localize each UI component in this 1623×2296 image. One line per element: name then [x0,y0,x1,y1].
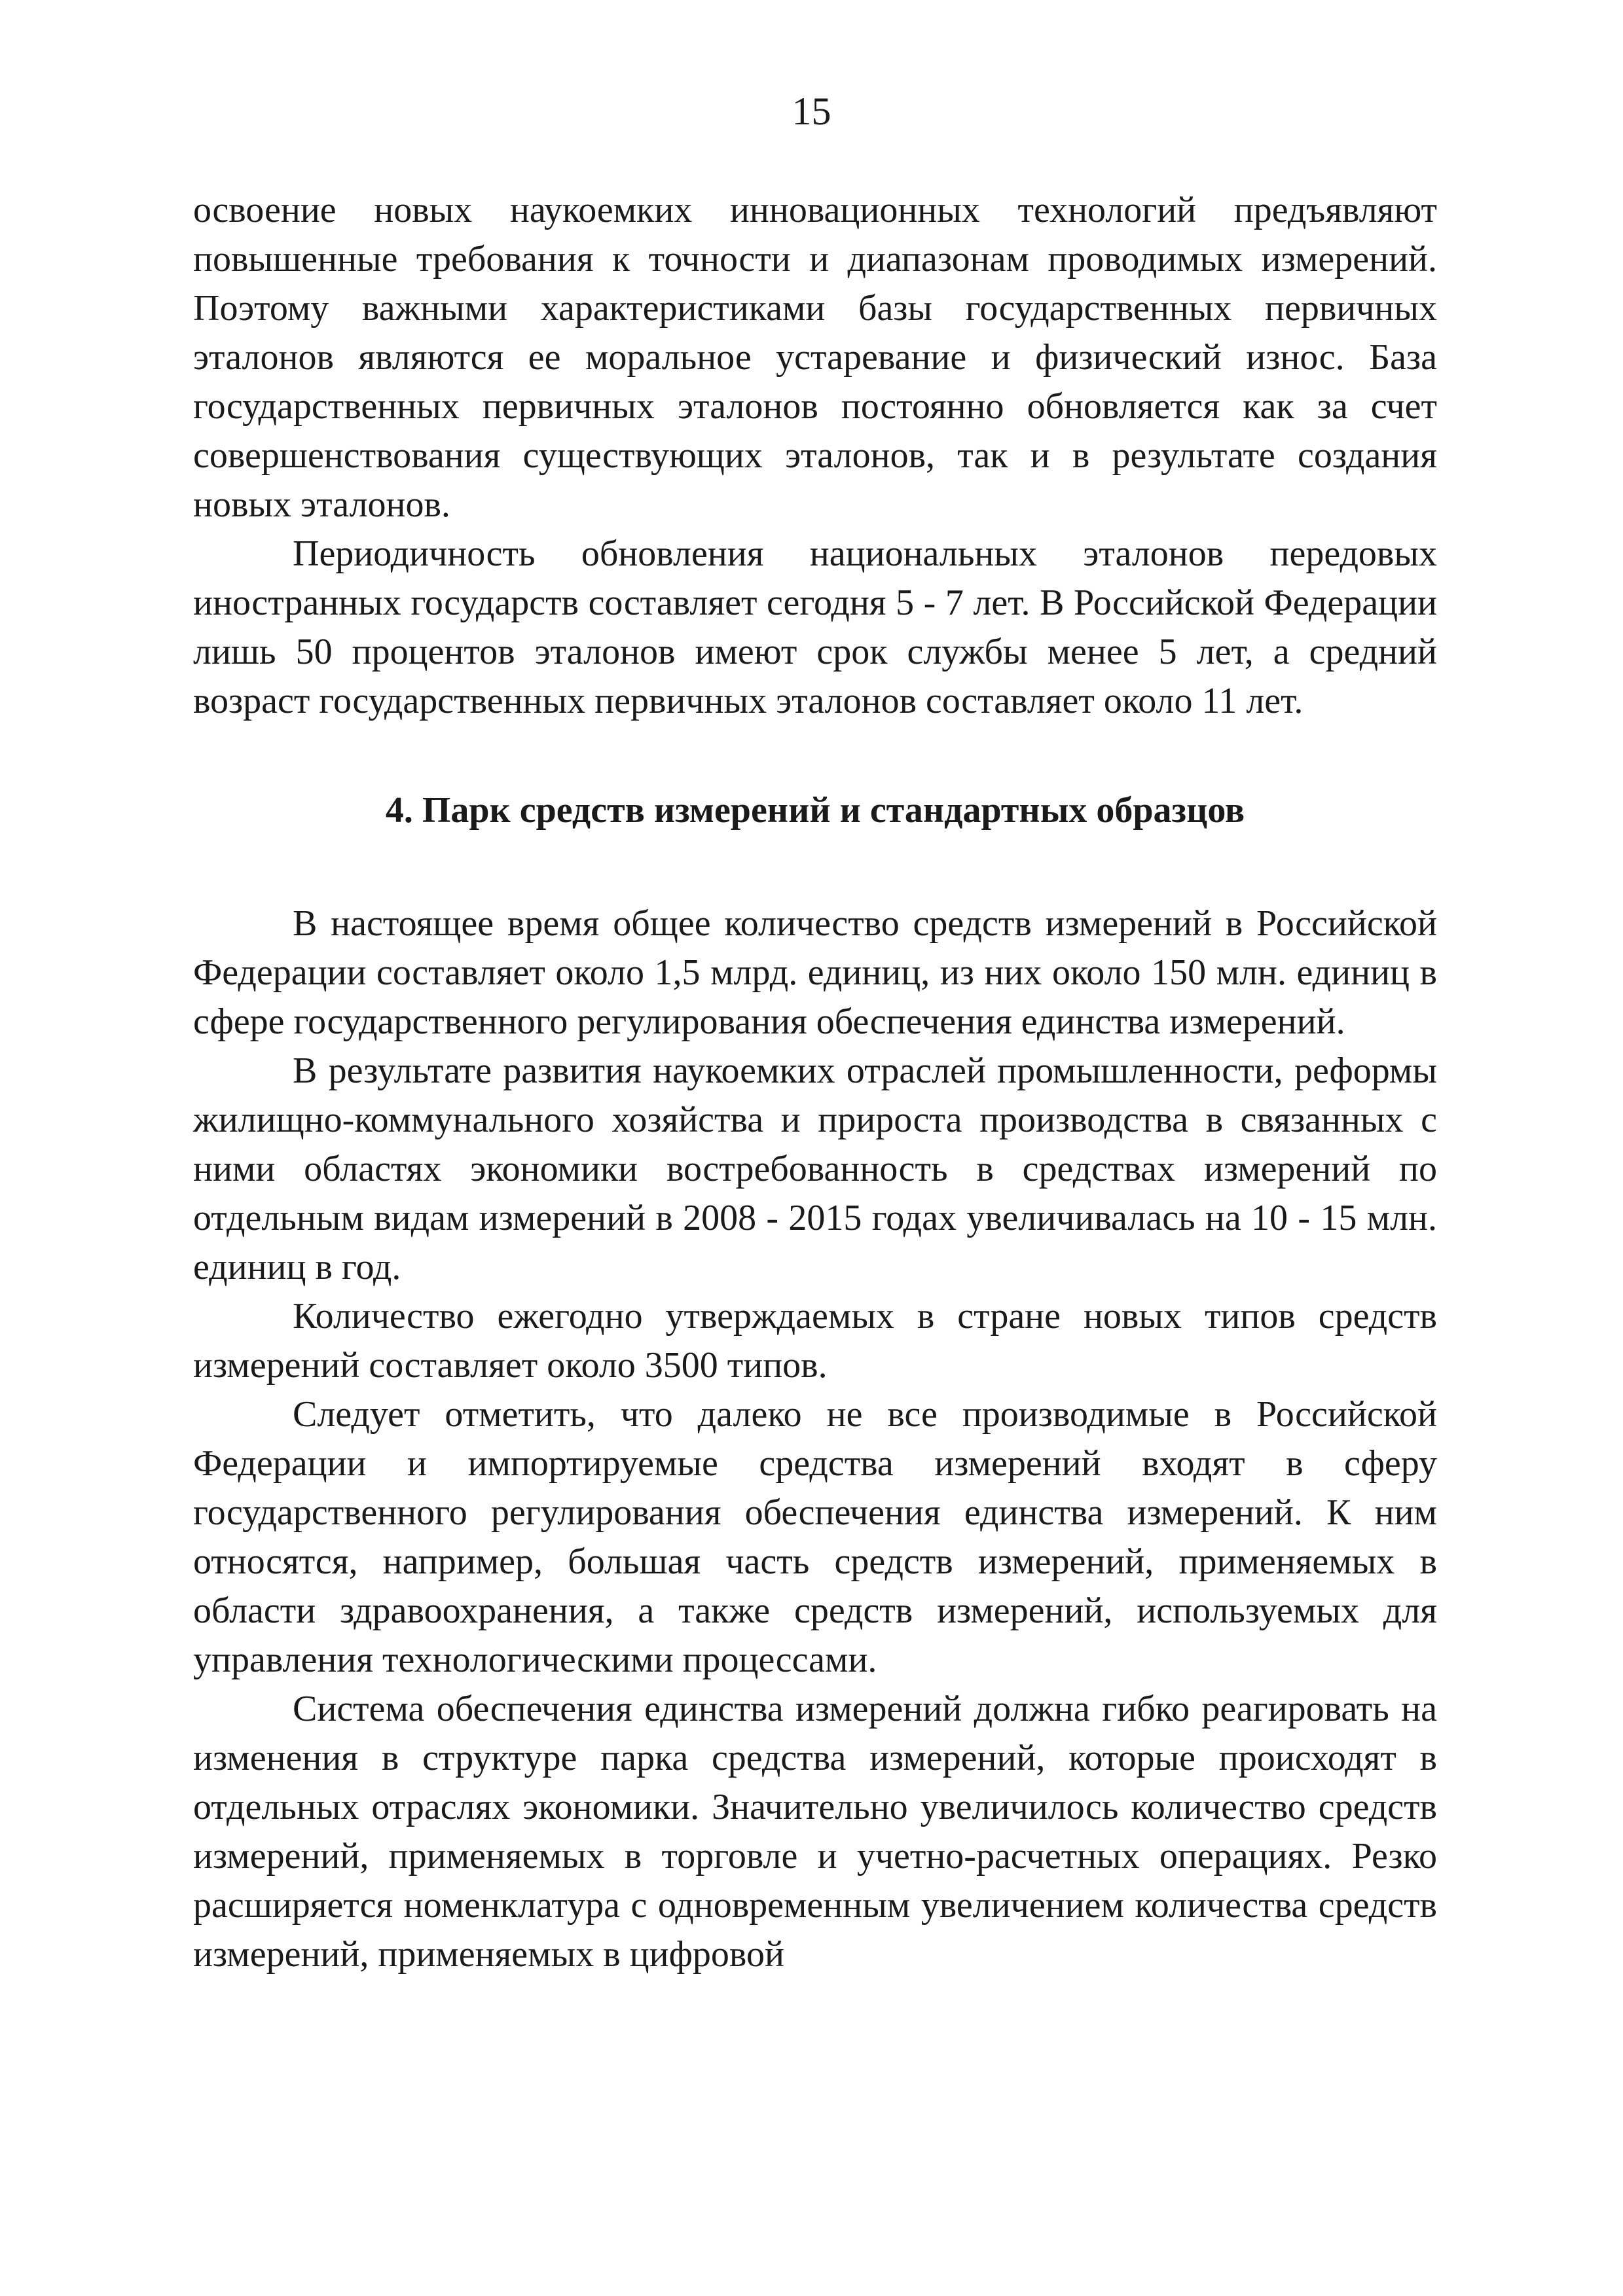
paragraph-continuation: освоение новых наукоемких инновационных технологий предъявляют повышенные требования к точности и диапазонам проводимых измерений. Поэтому важными характеристиками базы государственных первичных эталонов являются ее моральное устаревание и физический износ. База государственных первичных эталонов постоянно обновляется как за счет совершенствования существующих эталонов, так и в результате создания новых эталонов. [193,190,1437,525]
paragraph-total-quantity: В настоящее время общее количество средств измерений в Российской Федерации составляет около 1,5 млрд. единиц, из них около 150 млн. единиц в сфере государственного регулирования обеспечения единства измерений. [193,903,1437,1042]
paragraph-system-flexibility: Система обеспечения единства измерений должна гибко реагировать на изменения в структуре парка средства измерений, которые происходят в отдельных отраслях экономики. Значительно увеличилось количество средств измерений, применяемых в торговле и учетно-расчетных операциях. Резко расширяется номенклатура с одновременным увеличением количества средств измерений, применяемых в цифровой [193,1689,1437,1975]
paragraph-new-types: Количество ежегодно утверждаемых в стране новых типов средств измерений составляет около 3500 типов. [193,1296,1437,1386]
paragraph-demand-growth: В результате развития наукоемких отраслей промышленности, реформы жилищно-коммунального хозяйства и прироста производства в связанных с ними областях экономики востребованность в средствах измерений по отдельным видам измерений в 2008 - 2015 годах увеличивалась на 10 - 15 млн. единиц в год. [193,1050,1437,1287]
document-body [193,186,1437,1979]
paragraph-regulation-scope: Следует отметить, что далеко не все производимые в Российской Федерации и импортируемые средства измерений входят в сферу государственного регулирования обеспечения единства измерений. К ним относятся, например, большая часть средств измерений, применяемых в области здравоохранения, а также средств измерений, используемых для управления технологическими процессами. [193,1394,1437,1680]
paragraph-periodicity: Периодичность обновления национальных эталонов передовых иностранных государств составляет сегодня 5 - 7 лет. В Российской Федерации лишь 50 процентов эталонов имеют срок службы менее 5 лет, а средний возраст государственных первичных эталонов составляет около 11 лет. [193,533,1437,721]
section-heading: 4. Парк средств измерений и стандартных образцов [385,790,1245,831]
page-number: 15 [792,90,831,133]
